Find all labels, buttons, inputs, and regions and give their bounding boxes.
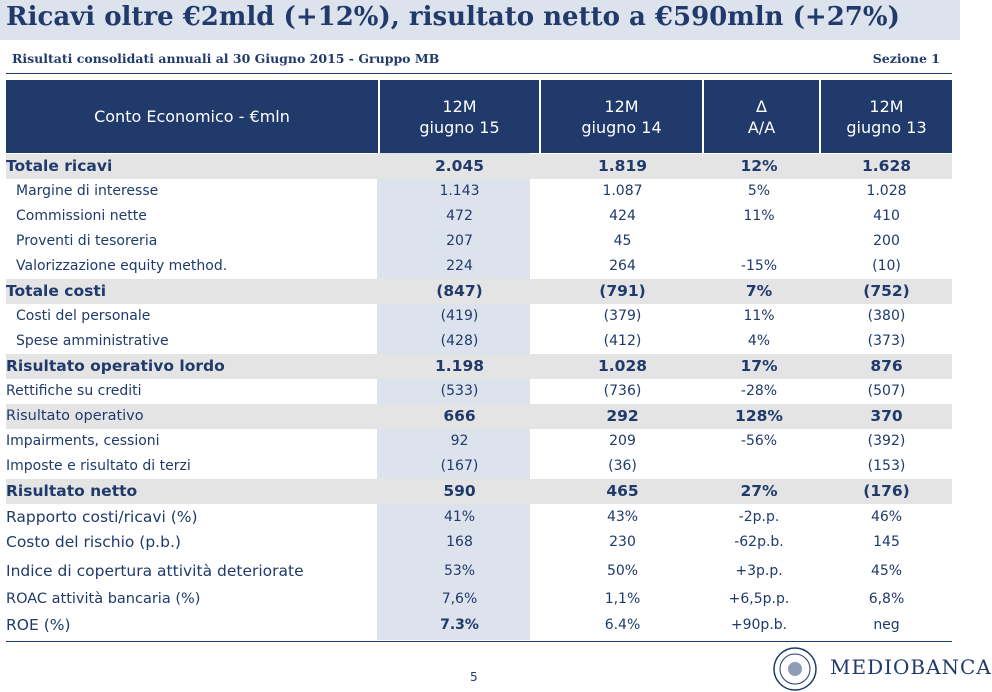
cell-giugno-15: 2.045	[434, 157, 485, 175]
cell-giugno-13: 370	[870, 407, 903, 425]
cell-delta: 7%	[745, 282, 773, 300]
cell-delta: -56%	[740, 433, 778, 449]
cell-delta: -62p.b.	[734, 534, 784, 550]
cell-giugno-13: 1.628	[861, 157, 912, 175]
table-row	[6, 505, 952, 530]
cell-giugno-15: 224	[446, 258, 473, 274]
cell-delta: 128%	[735, 407, 783, 425]
cell-giugno-15: 7,6%	[441, 591, 478, 607]
table-row	[6, 479, 952, 504]
cell-giugno-13: 145	[873, 534, 900, 550]
mediobanca-seal-icon	[772, 646, 818, 692]
cell-delta: -15%	[740, 258, 778, 274]
cell-giugno-15: (847)	[436, 282, 483, 300]
cell-giugno-14: 230	[609, 534, 636, 550]
cell-giugno-13: (10)	[872, 258, 901, 274]
cell-giugno-13: 200	[873, 233, 900, 249]
header-label-cell	[6, 80, 378, 153]
table-row	[6, 454, 952, 479]
cell-delta: +6,5p.p.	[728, 591, 790, 607]
cell-giugno-13: 45%	[870, 563, 903, 579]
header-col1-line2: giugno 15	[419, 117, 500, 137]
cell-giugno-14: 1.819	[597, 157, 648, 175]
cell-giugno-14: (412)	[603, 333, 642, 349]
header-col1-line1: 12M	[442, 96, 477, 116]
row-label: Indice di copertura attività deteriorate	[6, 562, 304, 580]
table-row	[6, 229, 952, 254]
header-col4-line2: giugno 13	[846, 117, 927, 137]
row-label: Totale ricavi	[6, 157, 113, 175]
cell-giugno-15: 168	[446, 534, 473, 550]
cell-giugno-15: 41%	[443, 509, 476, 525]
table-row	[6, 429, 952, 454]
cell-giugno-15: 1.198	[434, 357, 485, 375]
row-label: Rettifiche su crediti	[6, 383, 142, 399]
cell-giugno-14: 264	[609, 258, 636, 274]
cell-giugno-15: 53%	[443, 563, 476, 579]
divider	[6, 73, 952, 74]
cell-delta: +90p.b.	[730, 617, 788, 633]
cell-giugno-13: (176)	[863, 482, 910, 500]
row-label: Costo del rischio (p.b.)	[6, 533, 181, 551]
row-label: Impairments, cessioni	[6, 433, 160, 449]
table-row	[6, 404, 952, 429]
cell-giugno-13: 410	[873, 208, 900, 224]
footer-divider	[6, 641, 952, 642]
row-label: Costi del personale	[16, 308, 151, 324]
cell-delta	[684, 454, 834, 479]
table-row	[6, 354, 952, 379]
cell-giugno-13: (752)	[863, 282, 910, 300]
table-row	[6, 304, 952, 329]
table-row	[6, 279, 952, 304]
cell-giugno-14: 465	[606, 482, 639, 500]
cell-delta: -28%	[740, 383, 778, 399]
cell-giugno-14: 1.028	[597, 357, 648, 375]
table-row	[6, 329, 952, 354]
cell-giugno-15: 666	[443, 407, 476, 425]
cell-giugno-13: 1.028	[866, 183, 907, 199]
cell-giugno-13: 46%	[870, 509, 903, 525]
cell-giugno-15: 472	[446, 208, 473, 224]
brand-logo: MEDIOBANCA	[830, 655, 992, 679]
cell-delta: 17%	[740, 357, 778, 375]
header-col2-line1: 12M	[604, 96, 639, 116]
header-col3-line2: A/A	[747, 117, 776, 137]
row-label: Spese amministrative	[16, 333, 169, 349]
cell-giugno-15: 7.3%	[440, 617, 479, 633]
cell-giugno-15: (428)	[440, 333, 479, 349]
cell-giugno-14: 43%	[606, 509, 639, 525]
cell-giugno-15: 1.143	[439, 183, 480, 199]
table-header	[6, 80, 952, 153]
header-col4-line1: 12M	[869, 96, 904, 116]
row-label: Risultato netto	[6, 482, 138, 500]
page-subtitle: Risultati consolidati annuali al 30 Giugno 2015 - Gruppo MB	[12, 51, 440, 66]
cell-giugno-13: (392)	[867, 433, 906, 449]
cell-giugno-15: 207	[446, 233, 473, 249]
header-label: Conto Economico - €mln	[94, 107, 290, 126]
cell-delta: 27%	[740, 482, 778, 500]
cell-delta: -2p.p.	[738, 509, 780, 525]
cell-giugno-15: (533)	[440, 383, 479, 399]
cell-delta: 11%	[743, 308, 775, 324]
cell-giugno-14: (791)	[599, 282, 646, 300]
row-label: Proventi di tesoreria	[16, 233, 158, 249]
row-label: Imposte e risultato di terzi	[6, 458, 191, 474]
row-label: Risultato operativo lordo	[6, 357, 225, 375]
cell-giugno-15: (419)	[440, 308, 479, 324]
row-label: Rapporto costi/ricavi (%)	[6, 508, 198, 526]
cell-delta: 12%	[740, 157, 778, 175]
cell-giugno-14: (379)	[603, 308, 642, 324]
cell-giugno-14: 1.087	[602, 183, 643, 199]
cell-delta: 5%	[747, 183, 771, 199]
table-row	[6, 613, 952, 638]
cell-giugno-13: 6,8%	[868, 591, 905, 607]
delta-icon: ∆	[756, 96, 767, 116]
cell-giugno-13: (380)	[867, 308, 906, 324]
table-row	[6, 154, 952, 179]
page-number: 5	[470, 670, 478, 684]
cell-delta: +3p.p.	[735, 563, 783, 579]
row-label: Risultato operativo	[6, 408, 144, 424]
table-row	[6, 254, 952, 279]
header-col3	[704, 80, 819, 153]
header-col1	[380, 80, 539, 153]
table-row	[6, 204, 952, 229]
cell-giugno-15: 92	[450, 433, 469, 449]
row-label: Commissioni nette	[16, 208, 147, 224]
cell-giugno-13: neg	[873, 617, 900, 633]
cell-giugno-14: 1,1%	[604, 591, 641, 607]
row-label: ROAC attività bancaria (%)	[6, 591, 201, 607]
cell-giugno-14: 292	[606, 407, 639, 425]
row-label: Valorizzazione equity method.	[16, 258, 228, 274]
cell-delta: 4%	[747, 333, 771, 349]
cell-giugno-13: (373)	[867, 333, 906, 349]
header-col4	[821, 80, 952, 153]
header-col2-line2: giugno 14	[581, 117, 662, 137]
cell-giugno-13: (153)	[867, 458, 906, 474]
cell-giugno-14: 424	[609, 208, 636, 224]
table-row	[6, 179, 952, 204]
section-label: Sezione 1	[872, 51, 940, 66]
cell-giugno-15: (167)	[440, 458, 479, 474]
table-row	[6, 530, 952, 555]
cell-delta	[684, 229, 834, 254]
cell-giugno-14: 50%	[606, 563, 639, 579]
cell-giugno-13: (507)	[867, 383, 906, 399]
table-row	[6, 587, 952, 612]
header-col2	[541, 80, 702, 153]
cell-giugno-14: 45	[613, 233, 632, 249]
cell-giugno-14: 6.4%	[604, 617, 641, 633]
cell-giugno-14: 209	[609, 433, 636, 449]
cell-giugno-14: (736)	[603, 383, 642, 399]
row-label: ROE (%)	[6, 616, 71, 634]
table-row	[6, 559, 952, 584]
cell-giugno-14: (36)	[608, 458, 637, 474]
row-label: Totale costi	[6, 282, 107, 300]
row-label: Margine di interesse	[16, 183, 159, 199]
cell-giugno-15: 590	[443, 482, 476, 500]
cell-giugno-13: 876	[870, 357, 903, 375]
cell-delta: 11%	[743, 208, 775, 224]
table-row	[6, 379, 952, 404]
page-title: Ricavi oltre €2mld (+12%), risultato netto a €590mln (+27%)	[6, 2, 900, 32]
